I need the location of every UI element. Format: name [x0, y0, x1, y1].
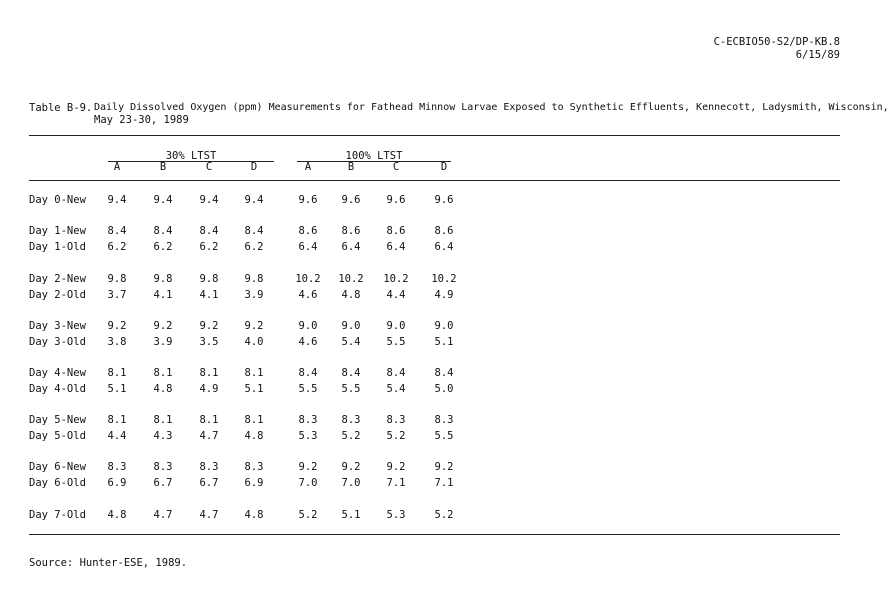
- table-cell: 9.0: [341, 320, 361, 332]
- table-cell: 8.4: [298, 367, 318, 379]
- table-cell: 9.2: [153, 320, 173, 332]
- table-cell: 6.4: [434, 241, 454, 253]
- table-cell: 9.8: [199, 273, 219, 285]
- table-cell: 9.6: [341, 194, 361, 206]
- table-cell: 8.1: [107, 367, 127, 379]
- table-cell: 8.4: [153, 225, 173, 237]
- row-label: Day 6-New: [29, 461, 86, 473]
- table-cell: 8.1: [244, 414, 264, 426]
- table-cell: 9.4: [244, 194, 264, 206]
- table-cell: 4.9: [199, 383, 219, 395]
- table-cell: 5.5: [298, 383, 318, 395]
- table-cell: 9.6: [298, 194, 318, 206]
- table-cell: 7.1: [386, 477, 406, 489]
- table-cell: 6.9: [107, 477, 127, 489]
- table-cell: 8.1: [107, 414, 127, 426]
- table-cell: 5.4: [386, 383, 406, 395]
- table-cell: 8.4: [386, 367, 406, 379]
- table-cell: 5.3: [298, 430, 318, 442]
- table-cell: 9.2: [244, 320, 264, 332]
- table-cell: 9.2: [298, 461, 318, 473]
- table-cell: 4.4: [107, 430, 127, 442]
- table-cell: 7.0: [341, 477, 361, 489]
- table-cell: 4.6: [298, 289, 318, 301]
- row-label: Day 7-Old: [29, 509, 86, 521]
- table-cell: 6.2: [107, 241, 127, 253]
- table-cell: 5.0: [434, 383, 454, 395]
- table-cell: 8.6: [341, 225, 361, 237]
- table-cell: 8.3: [298, 414, 318, 426]
- table-cell: 5.1: [107, 383, 127, 395]
- table-cell: 4.8: [107, 509, 127, 521]
- column-header-100-b: B: [347, 161, 355, 173]
- source-note: Source: Hunter-ESE, 1989.: [29, 557, 188, 569]
- table-cell: 6.7: [153, 477, 173, 489]
- row-label: Day 3-New: [29, 320, 86, 332]
- table-cell: 8.4: [199, 225, 219, 237]
- table-cell: 8.1: [244, 367, 264, 379]
- table-cell: 7.0: [298, 477, 318, 489]
- column-header-30-d: D: [250, 161, 258, 173]
- table-cell: 10.2: [431, 273, 457, 285]
- column-header-100-d: D: [440, 161, 448, 173]
- table-cell: 5.3: [386, 509, 406, 521]
- row-label: Day 1-New: [29, 225, 86, 237]
- table-cell: 3.9: [153, 336, 173, 348]
- table-cell: 6.2: [153, 241, 173, 253]
- table-cell: 8.1: [199, 414, 219, 426]
- document-date: 6/15/89: [795, 49, 840, 61]
- table-cell: 9.4: [107, 194, 127, 206]
- row-label: Day 6-Old: [29, 477, 86, 489]
- table-cell: 7.1: [434, 477, 454, 489]
- table-cell: 10.2: [383, 273, 409, 285]
- table-cell: 5.1: [341, 509, 361, 521]
- table-cell: 8.6: [386, 225, 406, 237]
- table-cell: 6.7: [199, 477, 219, 489]
- table-cell: 9.6: [386, 194, 406, 206]
- table-cell: 4.1: [153, 289, 173, 301]
- table-cell: 5.5: [434, 430, 454, 442]
- row-label: Day 3-Old: [29, 336, 86, 348]
- row-label: Day 2-New: [29, 273, 86, 285]
- table-cell: 10.2: [338, 273, 364, 285]
- table-cell: 4.8: [244, 509, 264, 521]
- table-cell: 5.2: [434, 509, 454, 521]
- group-header-30-ltst: 30% LTST: [165, 150, 217, 162]
- table-cell: 8.3: [434, 414, 454, 426]
- row-label: Day 4-New: [29, 367, 86, 379]
- group-header-100-ltst: 100% LTST: [345, 150, 403, 162]
- table-cell: 9.0: [298, 320, 318, 332]
- table-caption-line1: Daily Dissolved Oxygen (ppm) Measurements for Fathead Minnow Larvae Exposed to Synthetic Effluents, Kennecott, Ladysmith, Wisconsin,: [94, 102, 889, 113]
- table-cell: 8.4: [107, 225, 127, 237]
- table-cell: 8.6: [298, 225, 318, 237]
- table-cell: 5.5: [386, 336, 406, 348]
- table-cell: 4.7: [153, 509, 173, 521]
- table-cell: 4.7: [199, 430, 219, 442]
- table-cell: 5.2: [386, 430, 406, 442]
- table-cell: 3.8: [107, 336, 127, 348]
- table-cell: 3.9: [244, 289, 264, 301]
- table-top-rule: [29, 135, 840, 136]
- table-cell: 8.1: [199, 367, 219, 379]
- table-cell: 8.3: [386, 414, 406, 426]
- table-cell: 8.4: [244, 225, 264, 237]
- table-cell: 4.8: [153, 383, 173, 395]
- table-cell: 4.0: [244, 336, 264, 348]
- table-cell: 9.0: [386, 320, 406, 332]
- row-label: Day 4-Old: [29, 383, 86, 395]
- table-cell: 4.1: [199, 289, 219, 301]
- table-cell: 8.3: [107, 461, 127, 473]
- table-cell: 6.9: [244, 477, 264, 489]
- column-header-100-a: A: [304, 161, 312, 173]
- table-cell: 4.4: [386, 289, 406, 301]
- table-bottom-rule: [29, 534, 840, 535]
- table-cell: 9.2: [341, 461, 361, 473]
- table-cell: 8.6: [434, 225, 454, 237]
- table-cell: 8.3: [153, 461, 173, 473]
- table-cell: 5.1: [244, 383, 264, 395]
- table-cell: 10.2: [295, 273, 321, 285]
- table-cell: 8.1: [153, 367, 173, 379]
- table-cell: 9.2: [386, 461, 406, 473]
- column-header-30-b: B: [159, 161, 167, 173]
- row-label: Day 5-New: [29, 414, 86, 426]
- table-cell: 9.8: [244, 273, 264, 285]
- table-cell: 9.0: [434, 320, 454, 332]
- document-id: C-ECBIO50-S2/DP-KB.8: [713, 36, 840, 48]
- column-header-30-c: C: [205, 161, 213, 173]
- table-cell: 9.2: [199, 320, 219, 332]
- table-cell: 9.2: [107, 320, 127, 332]
- table-cell: 6.4: [298, 241, 318, 253]
- table-cell: 4.8: [341, 289, 361, 301]
- table-cell: 9.8: [107, 273, 127, 285]
- table-cell: 6.4: [386, 241, 406, 253]
- table-cell: 4.3: [153, 430, 173, 442]
- table-cell: 8.1: [153, 414, 173, 426]
- table-cell: 8.3: [341, 414, 361, 426]
- table-cell: 3.5: [199, 336, 219, 348]
- column-header-30-a: A: [113, 161, 121, 173]
- table-cell: 3.7: [107, 289, 127, 301]
- row-label: Day 5-Old: [29, 430, 86, 442]
- table-cell: 5.5: [341, 383, 361, 395]
- table-cell: 8.4: [434, 367, 454, 379]
- column-header-100-c: C: [392, 161, 400, 173]
- table-cell: 8.4: [341, 367, 361, 379]
- table-cell: 9.6: [434, 194, 454, 206]
- table-cell: 4.8: [244, 430, 264, 442]
- table-cell: 6.2: [244, 241, 264, 253]
- table-label: Table B-9.: [29, 102, 93, 114]
- table-cell: 4.6: [298, 336, 318, 348]
- table-cell: 8.3: [244, 461, 264, 473]
- table-cell: 6.4: [341, 241, 361, 253]
- row-label: Day 1-Old: [29, 241, 86, 253]
- row-label: Day 0-New: [29, 194, 86, 206]
- table-cell: 5.2: [298, 509, 318, 521]
- table-cell: 9.4: [153, 194, 173, 206]
- table-cell: 6.2: [199, 241, 219, 253]
- header-bottom-rule: [29, 180, 840, 181]
- table-cell: 9.2: [434, 461, 454, 473]
- table-cell: 4.7: [199, 509, 219, 521]
- table-cell: 9.8: [153, 273, 173, 285]
- table-cell: 9.4: [199, 194, 219, 206]
- table-cell: 5.4: [341, 336, 361, 348]
- table-cell: 5.2: [341, 430, 361, 442]
- table-cell: 4.9: [434, 289, 454, 301]
- row-label: Day 2-Old: [29, 289, 86, 301]
- table-cell: 5.1: [434, 336, 454, 348]
- table-caption-line2: May 23-30, 1989: [94, 114, 189, 126]
- table-cell: 8.3: [199, 461, 219, 473]
